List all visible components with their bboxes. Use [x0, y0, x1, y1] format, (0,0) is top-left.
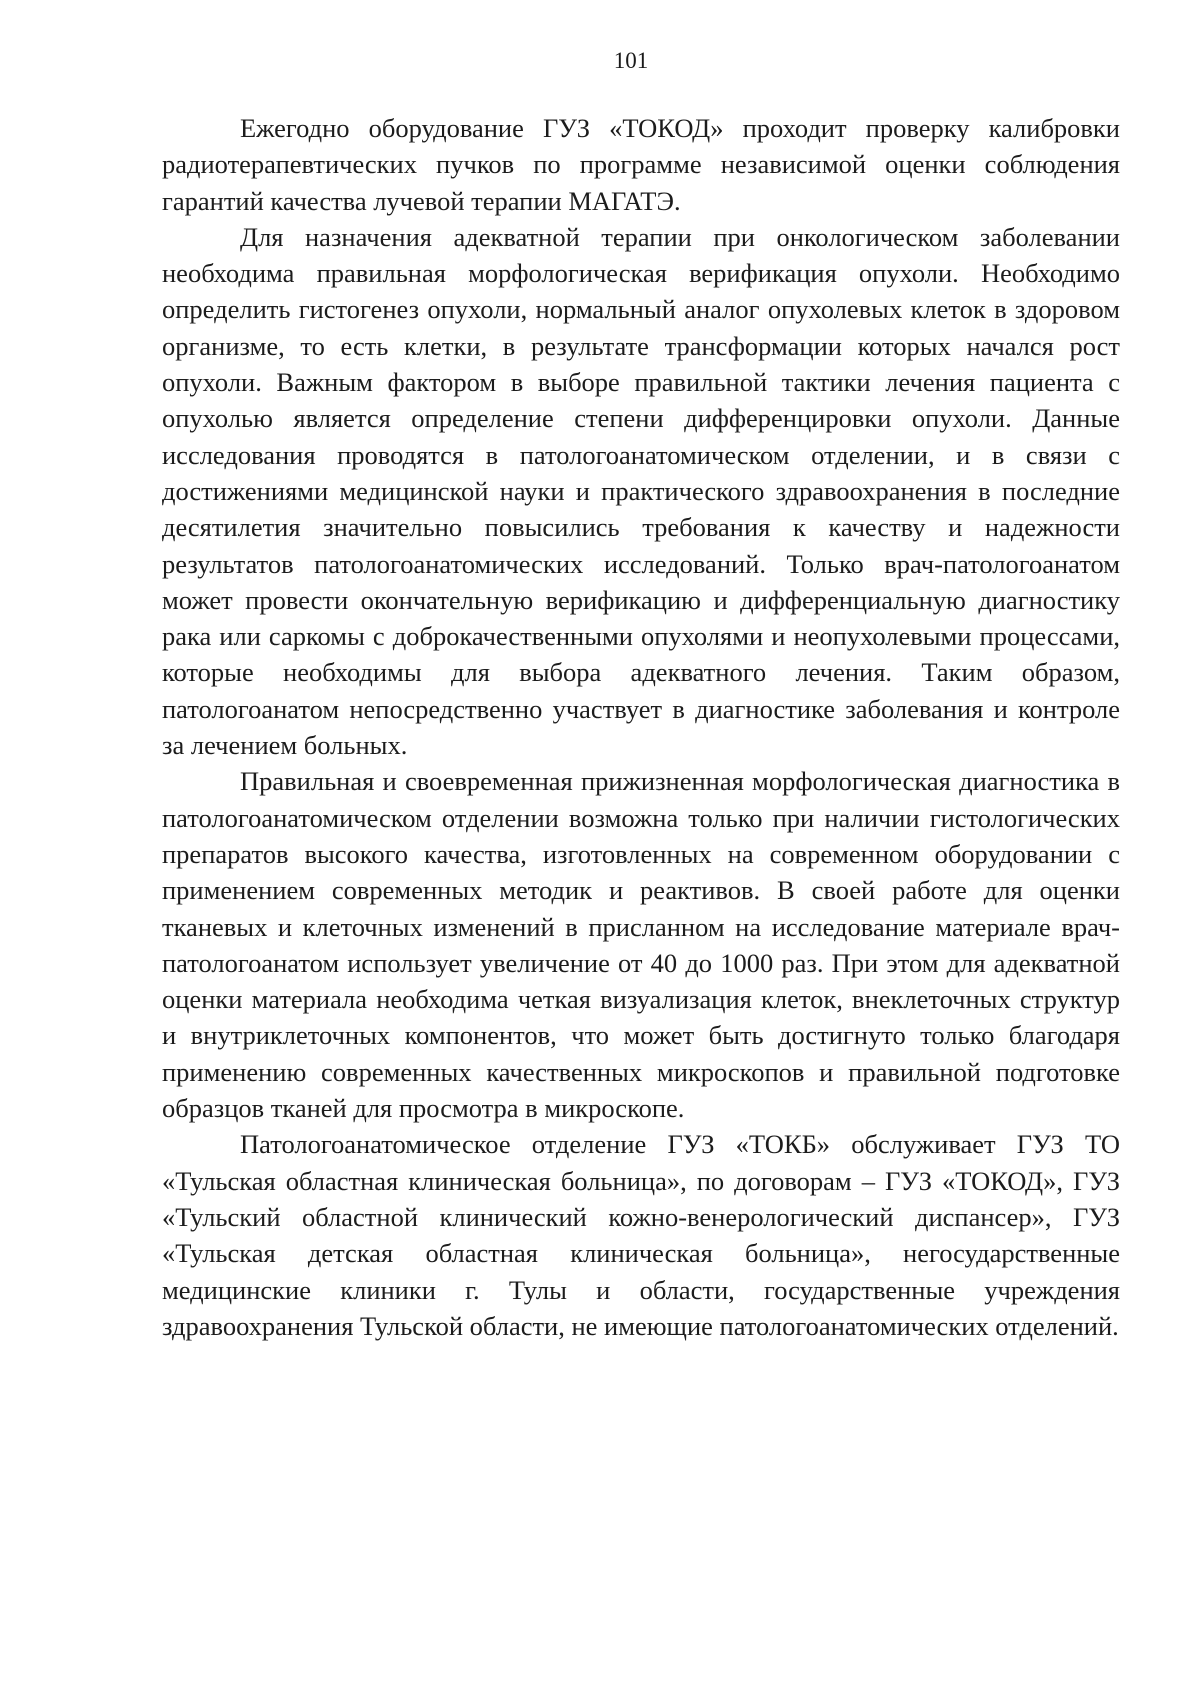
page-number: 101: [613, 48, 649, 73]
paragraph-calibration: Ежегодно оборудование ГУЗ «ТОКОД» проходит проверку калибровки радиотерапевтических пучков по программе независимой оценки соблюдения гарантий качества лучевой терапии МАГАТЭ.: [162, 113, 1120, 216]
paragraph-morphological-verification: Для назначения адекватной терапии при онкологическом заболевании необходима правильная морфологическая верификация опухоли. Необходимо определить гистогенез опухоли, нормальный аналог опухолевых клеток в здоровом организме, то есть клетки, в результате трансформации которых начался рост опухоли. Важным фактором в выборе правильной тактики лечения пациента с опухолью является определение степени дифференцировки опухоли. Данные исследования проводятся в патологоанатомическом отделении, и в связи с достижениями медицинской науки и практического здравоохранения в последние десятилетия значительно повысились требования к качеству и надежности результатов патологоанатомических исследований. Только врач-патологоанатом может провести окончательную верификацию и дифференциальную диагностику рака или саркомы с доброкачественными опухолями и неопухолевыми процессами, которые необходимы для выбора адекватного лечения. Таким образом, патологоанатом непосредственно участвует в диагностике заболевания и контроле за лечением больных.: [162, 221, 1120, 761]
paragraph-department-services: Патологоанатомическое отделение ГУЗ «ТОКБ» обслуживает ГУЗ ТО «Тульская областная клиническая больница», по договорам – ГУЗ «ТОКОД», ГУЗ «Тульский областной клинический кожно-венерологический диспансер», ГУЗ «Тульская детская областная клиническая больница», негосударственные медицинские клиники г. Тулы и области, государственные учреждения здравоохранения Тульской области, не имеющие патологоанатомических отделений.: [162, 1129, 1120, 1341]
body-text: [162, 110, 1120, 1344]
paragraph-diagnostics-equipment: Правильная и своевременная прижизненная морфологическая диагностика в патологоанатомическом отделении возможна только при наличии гистологических препаратов высокого качества, изготовленных на современном оборудовании с применением современных методик и реактивов. В своей работе для оценки тканевых и клеточных изменений в присланном на исследование материале врач-патологоанатом использует увеличение от 40 до 1000 раз. При этом для адекватной оценки материала необходима четкая визуализация клеток, внеклеточных структур и внутриклеточных компонентов, что может быть достигнуто только благодаря применению современных качественных микроскопов и правильной подготовке образцов тканей для просмотра в микроскопе.: [162, 766, 1120, 1124]
